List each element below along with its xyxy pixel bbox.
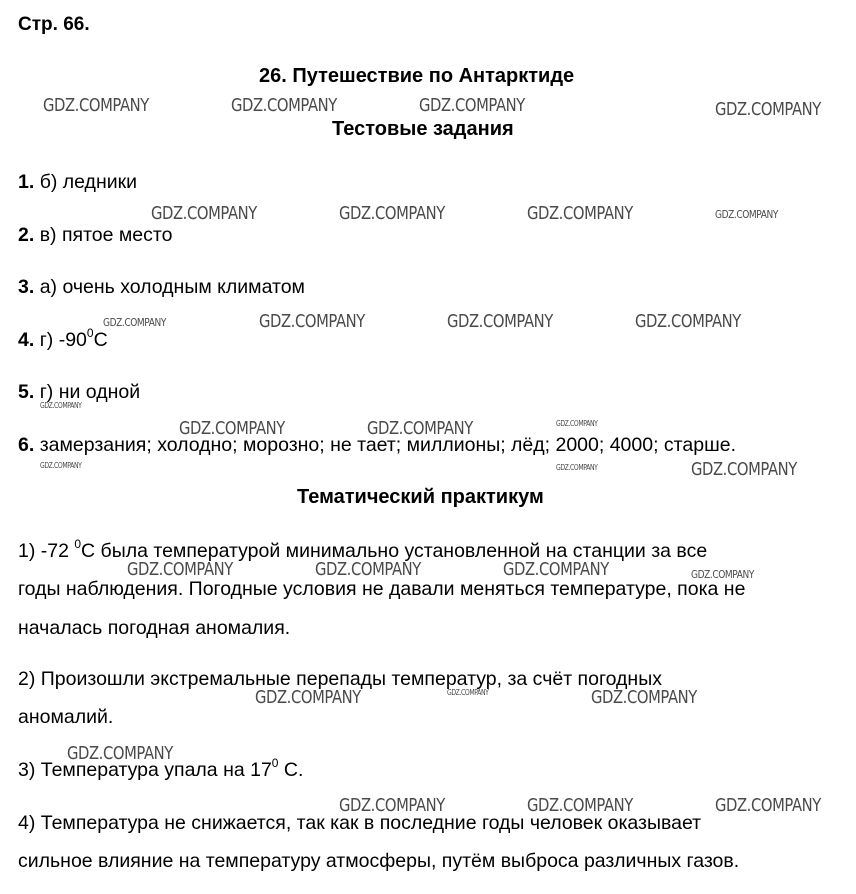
watermark: GDZ.COMPANY (715, 208, 778, 221)
watermark: GDZ.COMPANY (691, 459, 797, 480)
watermark: GDZ.COMPANY (151, 203, 257, 224)
watermark: GDZ.COMPANY (259, 311, 365, 332)
degree-superscript: 0 (74, 537, 82, 551)
answer-number: 2. (18, 224, 35, 246)
watermark: GDZ.COMPANY (40, 401, 82, 410)
answer-text-before: г) -90 (39, 329, 87, 351)
answer-4 (18, 326, 108, 352)
practicum-1-line-2: годы наблюдения. Погодные условия не давали меняться температуре, пока не (18, 578, 746, 600)
watermark: GDZ.COMPANY (179, 418, 285, 439)
practicum-2-line-2: аномалий. (18, 706, 114, 728)
watermark: GDZ.COMPANY (691, 568, 754, 581)
answer-number: 4. (18, 329, 35, 351)
watermark: GDZ.COMPANY (67, 743, 173, 764)
practicum-text: С. (278, 759, 304, 781)
answer-number: 1. (18, 171, 35, 193)
watermark: GDZ.COMPANY (527, 795, 633, 816)
watermark: GDZ.COMPANY (231, 95, 337, 116)
practicum-text: 1) -72 (18, 540, 75, 562)
watermark: GDZ.COMPANY (447, 688, 489, 697)
watermark: GDZ.COMPANY (367, 418, 473, 439)
watermark: GDZ.COMPANY (40, 461, 82, 470)
answer-text: а) очень холодным климатом (39, 276, 305, 298)
watermark: GDZ.COMPANY (503, 559, 609, 580)
practicum-1-line-3: началась погодная аномалия. (18, 617, 291, 639)
answer-text: б) ледники (39, 171, 138, 193)
answer-text: г) ни одной (39, 381, 141, 403)
watermark: GDZ.COMPANY (103, 316, 166, 329)
watermark: GDZ.COMPANY (556, 419, 598, 428)
practicum-2-line-1: 2) Произошли экстремальные перепады температур, за счёт погодных (18, 668, 662, 690)
watermark: GDZ.COMPANY (255, 687, 361, 708)
degree-superscript: 0 (86, 326, 94, 340)
watermark: GDZ.COMPANY (339, 795, 445, 816)
watermark: GDZ.COMPANY (635, 311, 741, 332)
answer-number: 3. (18, 276, 35, 298)
watermark: GDZ.COMPANY (339, 203, 445, 224)
watermark: GDZ.COMPANY (127, 559, 233, 580)
watermark: GDZ.COMPANY (715, 795, 821, 816)
answer-text: замерзания; холодно; морозно; не тает; миллионы; лёд; 2000; 4000; старше. (39, 434, 736, 456)
watermark: GDZ.COMPANY (447, 311, 553, 332)
answer-2 (18, 224, 172, 247)
practicum-text: С была температурой минимально установленной на станции за все (81, 540, 708, 562)
watermark: GDZ.COMPANY (315, 559, 421, 580)
test-heading: Тестовые задания (332, 118, 514, 140)
watermark: GDZ.COMPANY (556, 463, 598, 472)
practicum-heading: Тематический практикум (297, 486, 544, 508)
page-label: Стр. 66. (18, 14, 90, 35)
answer-text-after: С (93, 329, 108, 351)
watermark: GDZ.COMPANY (591, 687, 697, 708)
answer-text: в) пятое место (39, 224, 173, 246)
answer-number: 5. (18, 381, 35, 403)
answer-1 (18, 171, 137, 194)
answer-3 (18, 276, 305, 299)
watermark: GDZ.COMPANY (419, 95, 525, 116)
answer-number: 6. (18, 434, 35, 456)
watermark: GDZ.COMPANY (715, 99, 821, 120)
section-title: 26. Путешествие по Антарктиде (259, 65, 575, 87)
practicum-4-line-2: сильное влияние на температуру атмосферы, путём выброса различных газов. (18, 850, 740, 872)
watermark: GDZ.COMPANY (527, 203, 633, 224)
degree-superscript: 0 (271, 756, 279, 770)
practicum-4-line-1: 4) Температура не снижается, так как в последние годы человек оказывает (18, 812, 702, 834)
practicum-text: 3) Температура упала на 17 (18, 759, 272, 781)
watermark: GDZ.COMPANY (43, 95, 149, 116)
